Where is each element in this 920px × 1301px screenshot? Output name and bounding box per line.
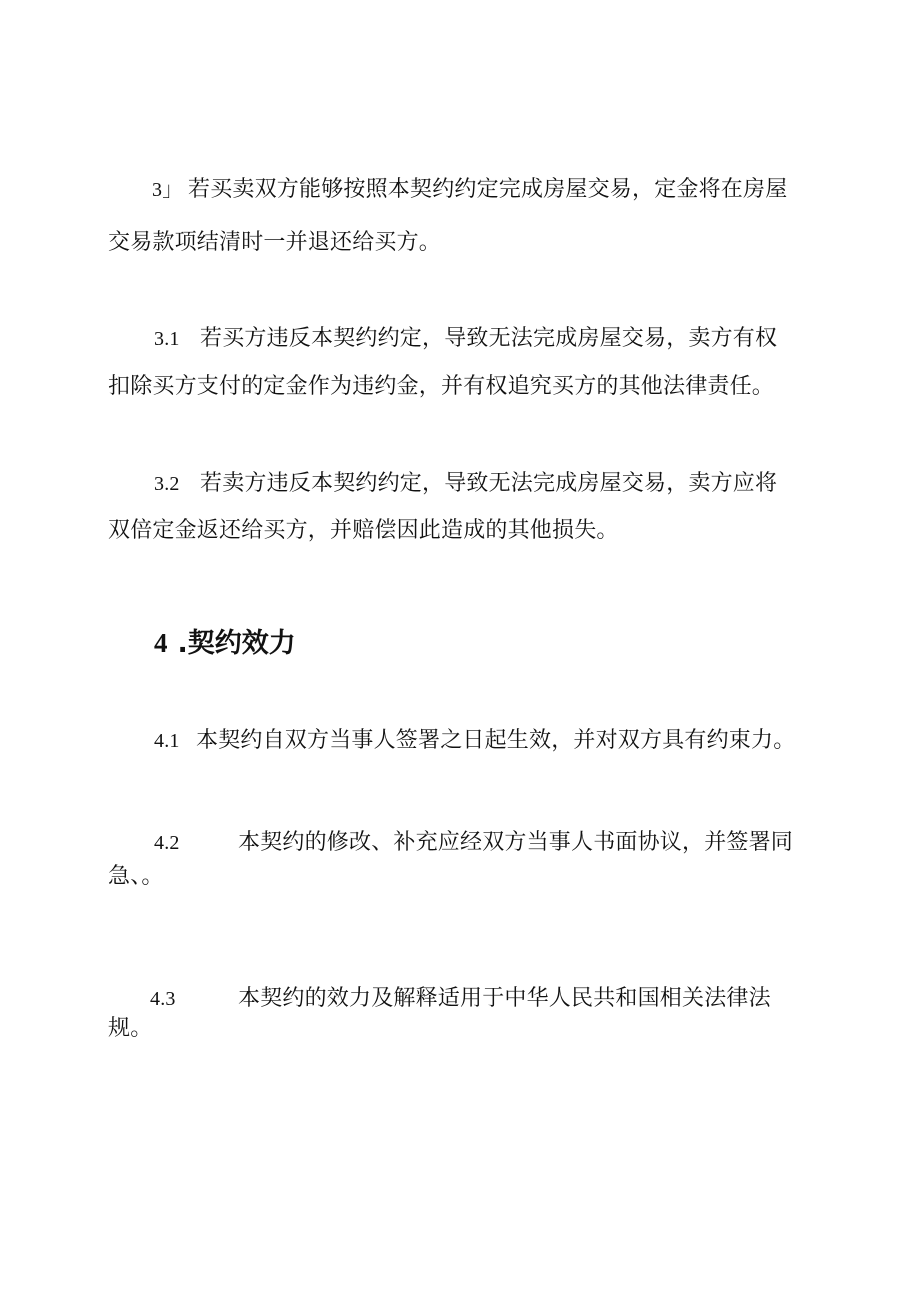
clause-4-3-text-2: 规。 (108, 1016, 153, 1041)
clause-4-3-text-1: 本契约的效力及解释适用于中华人民共和国相关法律法 (238, 986, 771, 1011)
clause-4-3-number: 4.3 (150, 988, 176, 1010)
clause-3-2-line-2 (108, 516, 619, 546)
section-4-number: 4 (154, 628, 168, 658)
clause-3-1-text-1: 若买方违反本契约约定，导致无法完成房屋交易，卖方有权 (200, 326, 778, 351)
clause-3-line-1 (152, 175, 787, 205)
clause-3-1-number: 3.1 (154, 328, 180, 350)
section-4-title: .契约效力 (177, 628, 296, 659)
clause-4-1-text-1: 本契约自双方当事人签署之日起生效，并对双方具有约束力。 (196, 728, 796, 753)
clause-3-2-line-1 (154, 469, 777, 499)
clause-3-text-2: 交易款项结清时一并退还给买方。 (108, 230, 442, 255)
clause-4-1-line-1 (154, 726, 795, 756)
clause-4-2-line-2 (108, 862, 164, 892)
clause-4-1-number: 4.1 (154, 730, 180, 752)
clause-4-2-number: 4.2 (154, 832, 180, 854)
clause-3-number: 3」 (152, 179, 183, 201)
clause-3-line-2 (108, 228, 441, 258)
clause-3-1-line-1 (154, 324, 777, 354)
section-4-heading (154, 626, 296, 661)
clause-3-1-line-2 (108, 372, 774, 402)
clause-3-2-text-1: 若卖方违反本契约约定，导致无法完成房屋交易，卖方应将 (200, 471, 778, 496)
clause-4-2-text-2: 急、。 (108, 864, 164, 889)
clause-3-text-1: 若买卖双方能够按照本契约约定完成房屋交易，定金将在房屋 (188, 177, 788, 202)
clause-4-2-line-1 (154, 828, 793, 858)
clause-4-2-text-1: 本契约的修改、补充应经双方当事人书面协议，并签署同 (238, 830, 794, 855)
clause-3-2-text-2: 双倍定金返还给买方，并赔偿因此造成的其他损失。 (108, 518, 619, 543)
clause-4-3-line-2 (108, 1014, 152, 1044)
clause-3-1-text-2: 扣除买方支付的定金作为违约金，并有权追究买方的其他法律责任。 (108, 374, 775, 399)
clause-4-3-line-1 (150, 984, 771, 1014)
clause-3-2-number: 3.2 (154, 473, 180, 495)
